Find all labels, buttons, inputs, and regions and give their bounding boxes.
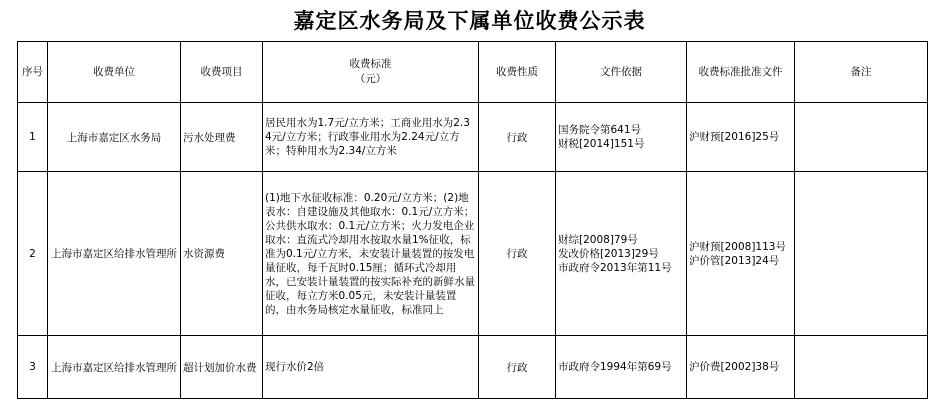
approval-doc: 沪财预[2008]113号 xyxy=(689,240,786,253)
cell-unit: 上海市嘉定区水务局 xyxy=(48,103,181,172)
cell-basis xyxy=(556,336,687,399)
cell-seq: 2 xyxy=(18,172,48,336)
header-standard-line2: （元） xyxy=(354,73,387,85)
cell-approval xyxy=(687,103,795,172)
header-basis: 文件依据 xyxy=(556,42,687,103)
basis-doc: 财税[2014]151号 xyxy=(558,138,645,150)
cell-remark xyxy=(795,336,928,399)
header-remark: 备注 xyxy=(795,42,928,103)
table-row xyxy=(18,103,928,172)
cell-approval xyxy=(687,172,795,336)
cell-basis xyxy=(556,172,687,336)
cell-basis xyxy=(556,103,687,172)
cell-remark xyxy=(795,103,928,172)
cell-unit: 上海市嘉定区给排水管理所 xyxy=(48,336,181,399)
header-unit: 收费单位 xyxy=(48,42,181,103)
basis-doc: 财综[2008]79号 xyxy=(558,233,638,246)
cell-item: 水资源费 xyxy=(181,172,263,336)
header-row xyxy=(18,42,928,103)
cell-nature: 行政 xyxy=(479,172,556,336)
table-row xyxy=(18,172,928,336)
table-row xyxy=(18,336,928,399)
approval-doc: 沪价费[2002]38号 xyxy=(689,361,780,373)
cell-standard: (1)地下水征收标准：0.20元/立方米；(2)地表水：自建设施及其他取水：0.1元/立方米；公共供水取水：0.1元/立方米；火力发电企业取水：直流式冷却用水按取水量1%征收，标准为0.1元/立方米，未安装计量装置的按发电量征收，每千瓦时0.15厘；循环式冷却用水，已安装计量装置的按实际补充的新鲜水量征收，每立方米0.05元，未安装计量装置的，由水务局核定水量征收，标准同上 xyxy=(263,172,479,336)
basis-doc: 市政府令1994年第69号 xyxy=(558,361,672,373)
approval-doc: 沪价管[2013]24号 xyxy=(689,254,780,267)
basis-doc: 国务院令第641号 xyxy=(558,124,642,136)
cell-nature: 行政 xyxy=(479,336,556,399)
header-nature: 收费性质 xyxy=(479,42,556,103)
cell-unit: 上海市嘉定区给排水管理所 xyxy=(48,172,181,336)
cell-item: 超计划加价水费 xyxy=(181,336,263,399)
header-item: 收费项目 xyxy=(181,42,263,103)
cell-nature: 行政 xyxy=(479,103,556,172)
header-seq: 序号 xyxy=(18,42,48,103)
cell-item: 污水处理费 xyxy=(181,103,263,172)
header-standard xyxy=(263,42,479,103)
page-title: 嘉定区水务局及下属单位收费公示表 xyxy=(293,8,646,33)
header-standard-line1: 收费标准 xyxy=(349,58,392,70)
approval-doc: 沪财预[2016]25号 xyxy=(689,131,780,143)
cell-approval xyxy=(687,336,795,399)
basis-doc: 市政府令2013年第11号 xyxy=(558,261,672,274)
basis-doc: 发改价格[2013]29号 xyxy=(558,247,659,260)
cell-standard: 居民用水为1.7元/立方米；工商业用水为2.34元/立方米；行政事业用水为2.24元/立方米；特种用水为2.34/立方米 xyxy=(263,103,479,172)
fee-table xyxy=(17,41,928,399)
cell-remark xyxy=(795,172,928,336)
cell-standard: 现行水价2倍 xyxy=(263,336,479,399)
header-approval: 收费标准批准文件 xyxy=(687,42,795,103)
cell-seq: 1 xyxy=(18,103,48,172)
cell-seq: 3 xyxy=(18,336,48,399)
